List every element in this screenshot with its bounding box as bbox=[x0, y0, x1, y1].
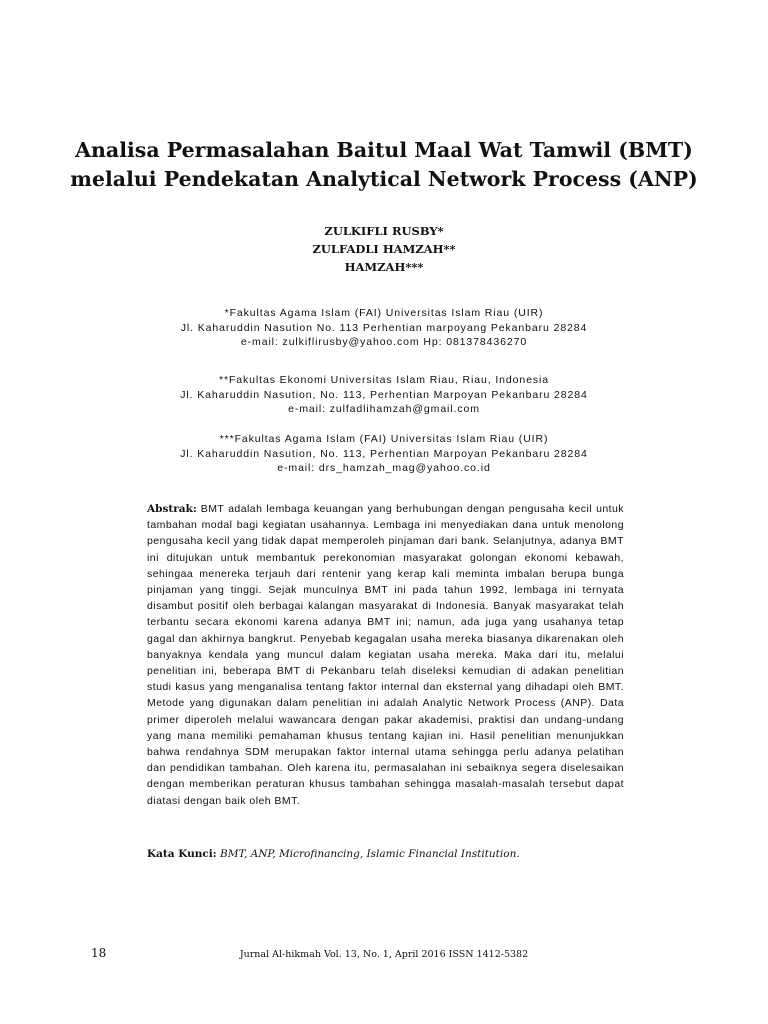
affiliation-institution: **Fakultas Ekonomi Universitas Islam Riau, Riau, Indonesia bbox=[219, 374, 549, 386]
affiliation-address: Jl. Kaharuddin Nasution, No. 113, Perhentian Marpoyan Pekanbaru 28284 bbox=[180, 447, 588, 460]
keywords-label: Kata Kunci: bbox=[147, 848, 217, 860]
affiliation-address: Jl. Kaharuddin Nasution No. 113 Perhentian marpoyang Pekanbaru 28284 bbox=[180, 321, 588, 334]
abstract-label: Abstrak: bbox=[147, 503, 197, 515]
page-number: 18 bbox=[91, 946, 107, 960]
paper-title bbox=[0, 136, 768, 194]
author-list bbox=[0, 222, 768, 276]
affiliation-contact: e-mail: zulkiflirusby@yahoo.com Hp: 081378436270 bbox=[240, 336, 528, 348]
affiliation-institution: ***Fakultas Agama Islam (FAI) Universitas Islam Riau (UIR) bbox=[219, 433, 549, 445]
affiliation-contact: e-mail: drs_hamzah_mag@yahoo.co.id bbox=[277, 462, 491, 474]
affiliation-institution: *Fakultas Agama Islam (FAI) Universitas Islam Riau (UIR) bbox=[224, 307, 544, 319]
journal-footer: Jurnal Al-hikmah Vol. 13, No. 1, April 2016 ISSN 1412-5382 bbox=[239, 949, 529, 960]
keywords bbox=[147, 848, 667, 860]
author-2: ZULFADLI HAMZAH** bbox=[312, 242, 456, 256]
affiliation-contact: e-mail: zulfadlihamzah@gmail.com bbox=[288, 403, 480, 415]
title-line-2: melalui Pendekatan Analytical Network Process (ANP) bbox=[70, 167, 698, 191]
affiliation-2 bbox=[0, 373, 768, 417]
abstract bbox=[147, 501, 624, 809]
affiliation-1 bbox=[0, 306, 768, 350]
author-3: HAMZAH*** bbox=[344, 260, 424, 274]
affiliation-address: Jl. Kaharuddin Nasution, No. 113, Perhentian Marpoyan Pekanbaru 28284 bbox=[180, 388, 588, 401]
keywords-text: BMT, ANP, Microfinancing, Islamic Financial Institution. bbox=[220, 848, 520, 860]
abstract-text: BMT adalah lembaga keuangan yang berhubungan dengan pengusaha kecil untuk tambahan modal bagi kegiatan usahannya. Lembaga ini menyediakan dana untuk menolong pengusaha kecil yang tidak dapat memperoleh pinjaman dari bank. Selanjutnya, adanya BMT ini ditujukan untuk membantuk perekonomian masyarakat golongan ekonomi kebawah, sehingaa menereka terjauh dari rentenir yang kerap kali meminta imbalan berupa bunga pinjaman yang tinggi. Sejak munculnya BMT ini pada tahun 1992, lembaga ini ternyata disambut positif oleh berbagai kalangan masyarakat di Indonesia. Banyak masyarakat telah terbantu secara ekonomi karena adanya BMT ini; namun, ada juga yang usahanya tetap gagal dan akhirnya bangkrut. Penyebab kegagalan usaha mereka biasanya dikarenakan oleh banyaknya kendala yang muncul dalam kegiatan usaha mereka. Maka dari itu, melalui penelitian ini, beberapa BMT di Pekanbaru telah diseleksi kemudian di adakan penelitian studi kasus yang menganalisa tentang faktor internal dan eksternal yang dihadapi oleh BMT. Metode yang digunakan dalam penelitian ini adalah Analytic Network Process (ANP). Data primer diperoleh melalui wawancara dengan pakar akademisi, praktisi dan undang-undang yang mana memiliki pemahaman khusus tentang kajian ini. Hasil penelitian menunjukkan bahwa rendahnya SDM merupakan faktor internal utama sehingga perlu adanya pelatihan dan pendidikan tambahan. Oleh karena itu, permasalahan ini sebaiknya segera diselesaikan dengan memberikan peraturan khusus tambahan sehingga masalah-masalah tersebut dapat diatasi dengan baik oleh BMT. bbox=[147, 503, 625, 807]
affiliation-3 bbox=[0, 432, 768, 476]
title-line-1: Analisa Permasalahan Baitul Maal Wat Tamwil (BMT) bbox=[75, 138, 693, 162]
author-1: ZULKIFLI RUSBY* bbox=[324, 224, 444, 238]
